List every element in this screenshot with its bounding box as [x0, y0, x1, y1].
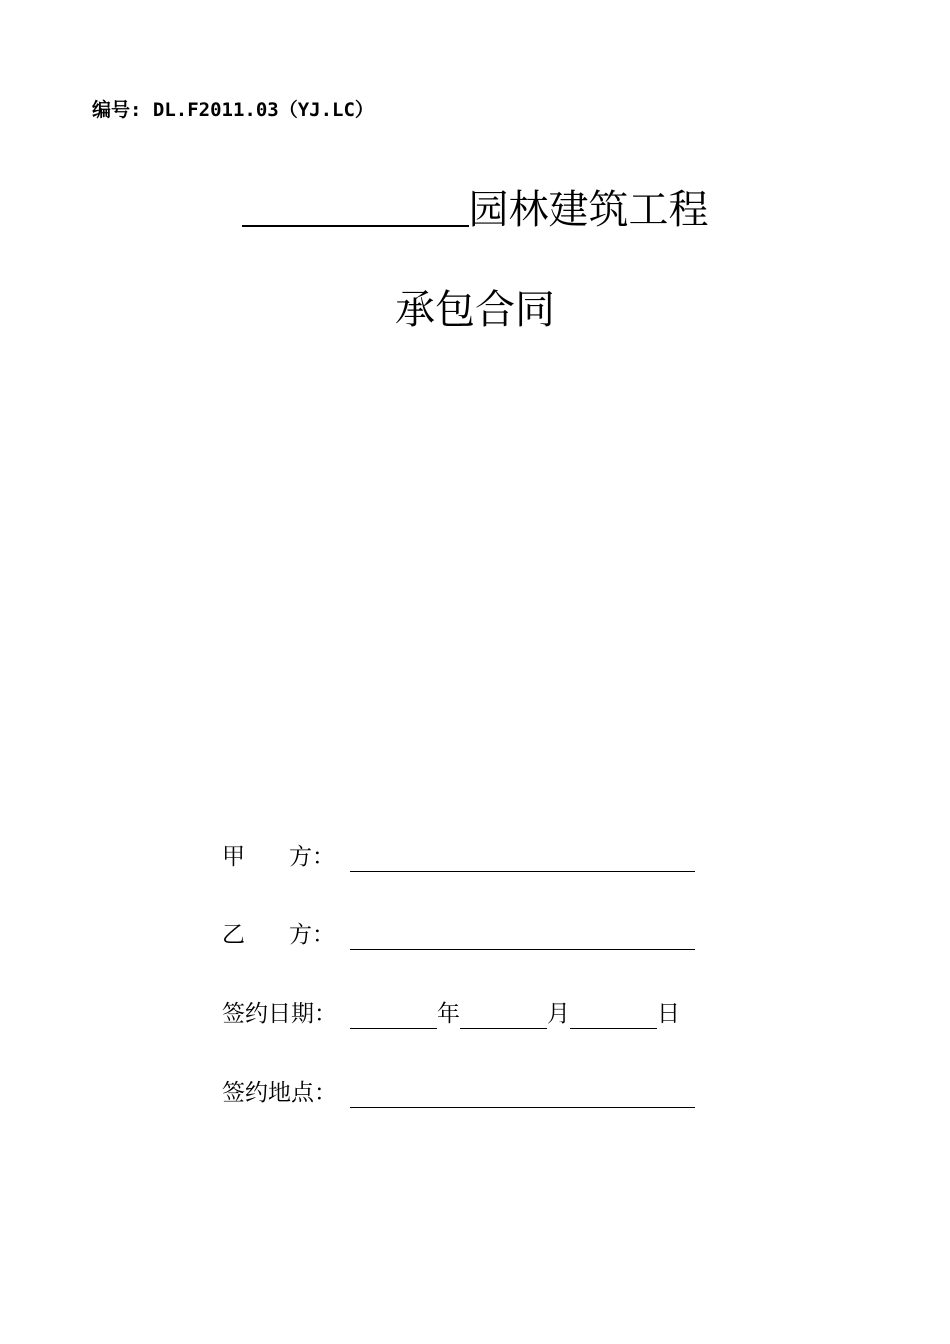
sign-date-field	[222, 995, 680, 1029]
contract-title-line-1	[0, 183, 950, 237]
party-b-label-char: 乙	[222, 922, 245, 948]
party-a-field	[222, 838, 695, 872]
document-number: 编号: DL.F2011.03（YJ.LC）	[92, 99, 374, 121]
month-label: 月	[547, 1001, 570, 1027]
sign-place-field	[222, 1074, 695, 1108]
project-name-blank	[242, 185, 469, 227]
contract-title-line-2: 承包合同	[395, 287, 555, 333]
year-blank	[350, 1000, 437, 1029]
party-b-label	[222, 920, 335, 950]
party-b-label-suffix: 方：	[289, 922, 335, 948]
month-blank	[460, 1000, 547, 1029]
party-b-field	[222, 916, 695, 950]
sign-place-label: 签约地点：	[222, 1080, 337, 1106]
party-a-label-char: 甲	[222, 844, 245, 870]
party-b-blank	[350, 921, 695, 950]
sign-place-blank	[350, 1079, 695, 1108]
year-label: 年	[437, 1001, 460, 1027]
day-label: 日	[657, 1001, 680, 1027]
party-a-label	[222, 842, 335, 872]
sign-date-label: 签约日期：	[222, 1001, 337, 1027]
day-blank	[570, 1000, 657, 1029]
contract-title-text: 园林建筑工程	[468, 187, 709, 233]
party-a-blank	[350, 843, 695, 872]
party-a-label-suffix: 方：	[289, 844, 335, 870]
